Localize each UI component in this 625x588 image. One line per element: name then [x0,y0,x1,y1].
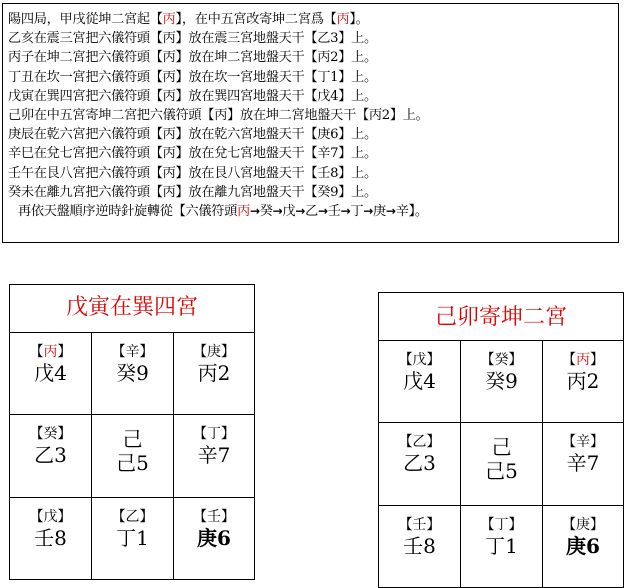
palace-cell [92,333,174,415]
sequence-item: 戊 [282,204,296,220]
earth-stem: 辛7 [197,443,231,468]
text-line-4: 丁丑在坎一宮把六儀符頭【丙】放在坎一宮地盤天干【丁1】上。 [8,69,377,85]
arrow-icon: → [385,204,396,219]
heaven-stem: 【壬】 [193,508,235,525]
text-line-2: 乙亥在震三宮把六儀符頭【丙】放在震三宮地盤天干【乙3】上。 [8,31,377,47]
earth-stem: 庚6 [566,533,600,558]
arrow-icon: → [249,204,260,219]
heaven-stem: 【辛】 [562,434,604,451]
earth-stem: 戊4 [34,361,67,385]
earth-stem: 乙3 [34,443,67,468]
heaven-stem: 【庚】 [193,344,235,360]
palace-cell [92,498,174,580]
palace-cell [379,341,461,423]
rotation-sequence [250,204,409,219]
palace-cell [10,498,92,580]
text-line-1: 陽四局，甲戌從坤二宮起【丙】，在中五宮改寄坤二宮爲【丙】。 [8,12,369,27]
palace-cell [174,333,254,415]
palace-grid-left [9,284,255,580]
grid-title: 己卯寄坤二宮 [379,293,623,341]
earth-stem: 庚6 [197,525,231,550]
heaven-stem: 【戊】 [398,352,441,368]
palace-cell [174,415,254,497]
arrow-icon: → [272,204,283,219]
text-line-8: 辛巳在兌七宮把六儀符頭【丙】放在兌七宮地盤天干【辛7】上。 [8,146,377,162]
earth-stem: 壬8 [403,533,436,558]
heaven-stem: 【丙】 [29,344,72,360]
sequence-item: 乙 [305,204,318,220]
text-line-7: 庚辰在乾六宮把六儀符頭【丙】放在乾六宮地盤天干【庚6】上。 [8,127,377,143]
sequence-item: 丁 [350,204,364,220]
text-line-6: 己卯在中五宮寄坤二宮把六儀符頭【丙】放在坤二宮地盤天干【丙2】上。 [8,108,429,124]
palace-cell [543,506,623,588]
heaven-stem: 【庚】 [562,516,604,533]
palace-cell [461,341,543,423]
arrow-icon: → [317,204,328,219]
text-line-5: 戊寅在巽四宮把六儀符頭【丙】放在巽四宮地盤天干【戊4】上。 [8,88,377,104]
text-line-9: 壬午在艮八宮把六儀符頭【丙】放在艮八宮地盤天干【壬8】上。 [8,165,377,181]
sequence-item: 癸 [259,204,273,220]
sequence-item: 庚 [373,204,386,220]
earth-stem: 癸9 [485,369,518,393]
heaven-stem: 【癸】 [29,426,72,443]
heaven-stem: 【戊】 [29,508,72,525]
palace-cell [10,333,92,415]
palace-cell [92,415,174,497]
heaven-stem: 【丙】 [562,352,604,368]
palace-cell [461,423,543,505]
earth-stem: 己5 [116,451,149,476]
palace-cell [10,415,92,497]
arrow-icon: → [340,204,351,219]
earth-stem: 己5 [485,459,518,484]
earth-stem: 壬8 [34,525,67,550]
rotation-sequence-line: 再依天盤順序逆時針旋轉從【六儀符頭丙→癸→戊→乙→壬→丁→庚→辛】。 [18,204,428,220]
sequence-item: 辛 [395,204,409,220]
heaven-stem: 【辛】 [111,344,154,360]
earth-stem: 乙3 [403,451,436,476]
palace-grid-right [378,292,624,588]
arrow-icon: → [295,204,306,219]
earth-stem: 癸9 [116,361,149,385]
heaven-stem: 【癸】 [480,352,523,368]
palace-cell [461,506,543,588]
explanation-text-box [2,3,619,243]
text-line-10: 癸未在離九宮把六儀符頭【丙】放在離九宮地盤天干【癸9】上。 [8,184,377,200]
palace-cell [379,506,461,588]
arrow-icon: → [363,204,374,219]
earth-stem: 丙2 [197,361,231,385]
text-line-3: 丙子在坤二宮把六儀符頭【丙】放在坤二宮地盤天干【丙2】上。 [8,50,377,66]
grid-title: 戊寅在巽四宮 [10,285,254,333]
palace-cell [174,498,254,580]
heaven-stem: 己 [122,427,143,452]
heaven-stem: 【壬】 [398,516,441,533]
earth-stem: 丁1 [116,525,149,550]
palace-cell [543,423,623,505]
palace-cell [543,341,623,423]
heaven-stem: 【丁】 [480,516,523,533]
heaven-stem: 【乙】 [111,508,154,525]
heaven-stem: 【乙】 [398,434,441,451]
earth-stem: 丁1 [485,533,518,558]
earth-stem: 辛7 [566,451,600,476]
earth-stem: 戊4 [403,369,436,393]
palace-cell [379,423,461,505]
sequence-item: 壬 [327,204,341,220]
heaven-stem: 己 [491,435,512,460]
heaven-stem: 【丁】 [193,426,235,443]
earth-stem: 丙2 [566,369,600,393]
